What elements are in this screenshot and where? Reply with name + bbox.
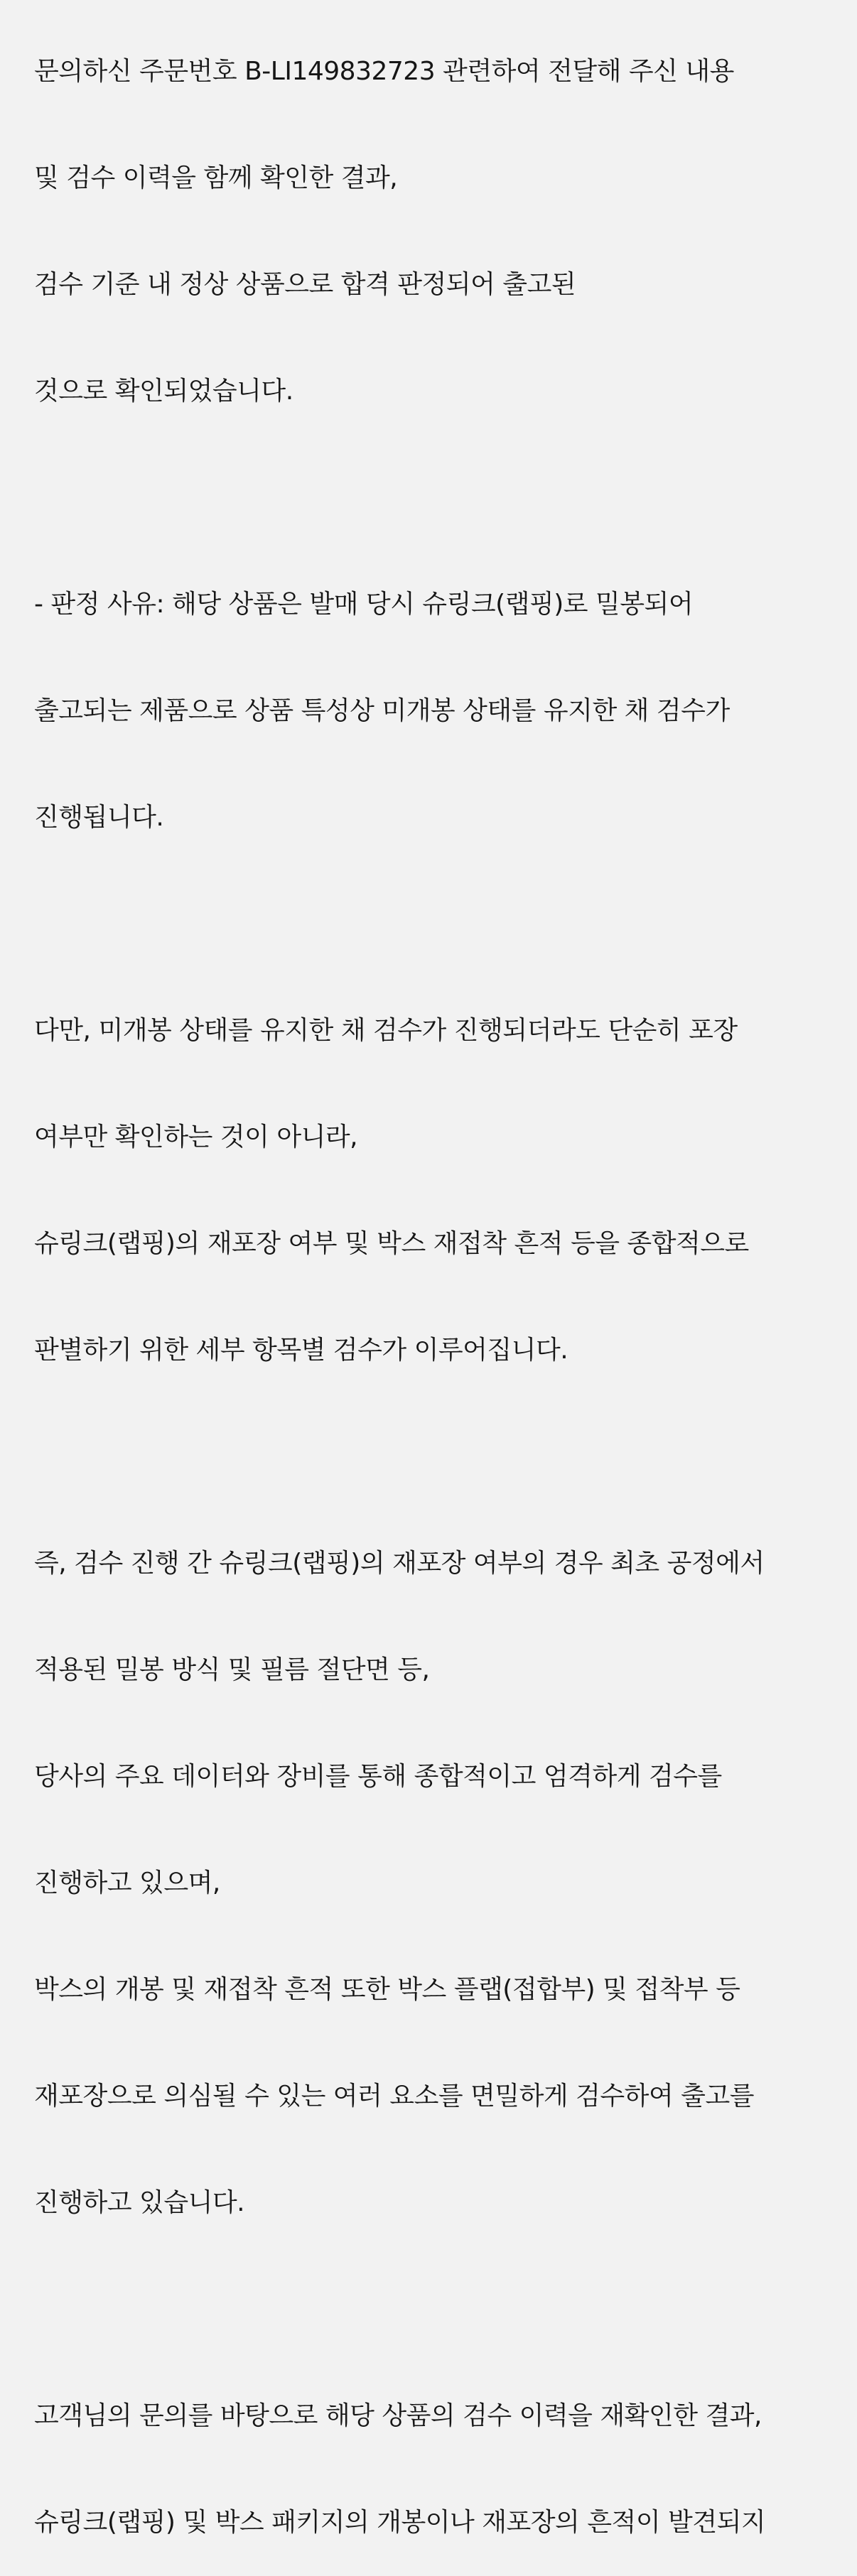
message-body (34, 0, 837, 2576)
message-line: 박스의 개봉 및 재접착 흔적 또한 박스 플랩(접합부) 및 접착부 등 (34, 1975, 740, 2004)
message-line: 진행하고 있으며, (34, 1868, 220, 1898)
message-line: 검수 기준 내 정상 상품으로 합격 판정되어 출고된 (34, 270, 576, 299)
message-line: 재포장으로 의심될 수 있는 여러 요소를 면밀하게 검수하여 출고를 (34, 2082, 754, 2111)
message-line: 것으로 확인되었습니다. (34, 377, 293, 406)
message-line: 슈링크(랩핑) 및 박스 패키지의 개봉이나 재포장의 흔적이 발견되지 (34, 2508, 766, 2537)
message-line: - 판정 사유: 해당 상품은 발매 당시 슈링크(랩핑)로 밀봉되어 (34, 590, 694, 619)
message-line: 출고되는 제품으로 상품 특성상 미개봉 상태를 유지한 채 검수가 (34, 696, 730, 725)
message-line: 적용된 밀봉 방식 및 필름 절단면 등, (34, 1655, 430, 1684)
message-line: 진행하고 있습니다. (34, 2188, 245, 2217)
paragraph-gap (34, 907, 837, 942)
paragraph-gap (34, 2292, 837, 2327)
message-line: 슈링크(랩핑)의 재포장 여부 및 박스 재접착 흔적 등을 종합적으로 (34, 1229, 749, 1258)
message-line: 여부만 확인하는 것이 아니라, (34, 1122, 358, 1152)
message-line: 문의하신 주문번호 B-LI149832723 관련하여 전달해 주신 내용 (34, 57, 734, 86)
message-line: 및 검수 이력을 함께 확인한 결과, (34, 163, 398, 193)
message-line: 진행됩니다. (34, 803, 164, 832)
paragraph-gap (34, 480, 837, 516)
message-line: 당사의 주요 데이터와 장비를 통해 종합적이고 엄격하게 검수를 (34, 1762, 722, 1791)
paragraph-gap (34, 1439, 837, 1475)
message-line: 판별하기 위한 세부 항목별 검수가 이루어집니다. (34, 1336, 568, 1365)
message-line: 다만, 미개봉 상태를 유지한 채 검수가 진행되더라도 단순히 포장 (34, 1016, 738, 1045)
message-line: 고객님의 문의를 바탕으로 해당 상품의 검수 이력을 재확인한 결과, (34, 2401, 762, 2430)
message-line: 즉, 검수 진행 간 슈링크(랩핑)의 재포장 여부의 경우 최초 공정에서 (34, 1549, 765, 1578)
